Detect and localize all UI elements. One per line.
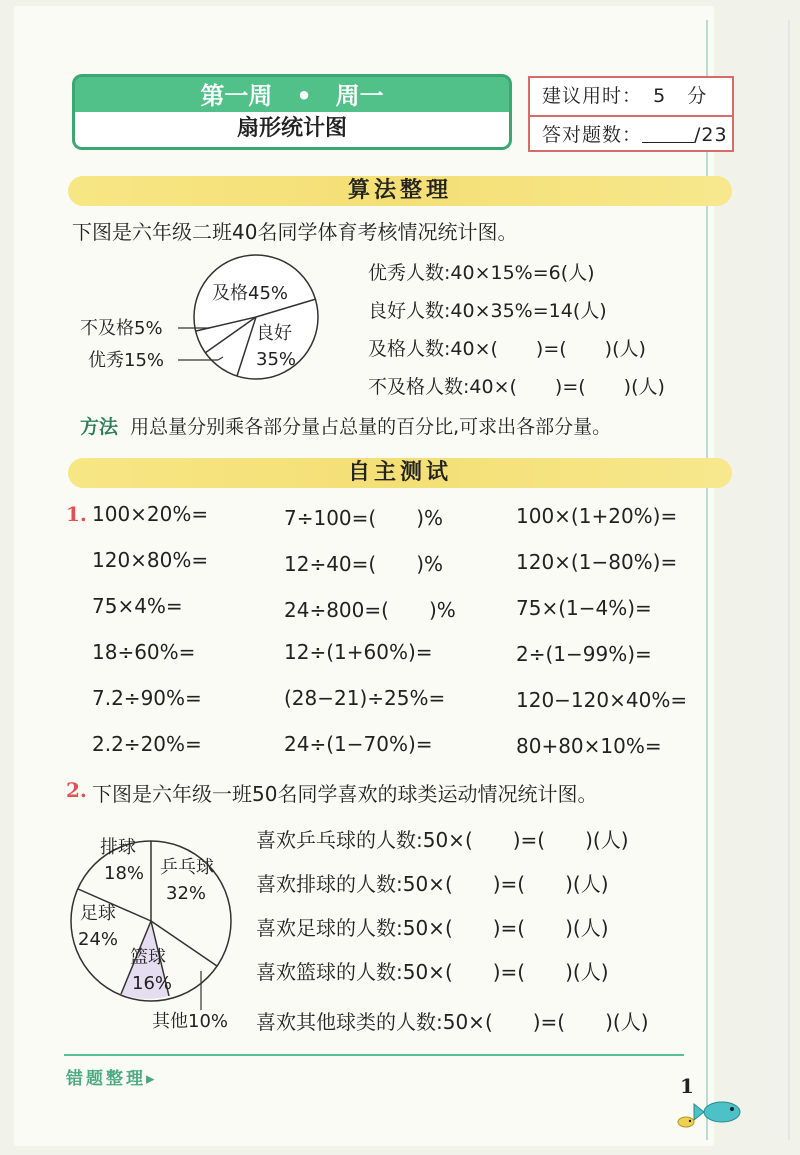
- section-banner-algorithm: 算法整理: [68, 176, 732, 206]
- page-edge-line-right: [788, 20, 790, 1140]
- q1-cell: 24÷800=( )%: [284, 598, 456, 622]
- q1-cell: 18÷60%=: [92, 640, 196, 664]
- section1-intro: 下图是六年级二班40名同学体育考核情况统计图。: [72, 220, 518, 244]
- footer-divider: [64, 1054, 684, 1056]
- pie-label-good-name: 良好: [256, 323, 292, 344]
- q1-cell: 2.2÷20%=: [92, 732, 202, 756]
- q1-cell: 7.2÷90%=: [92, 686, 202, 710]
- score-label: 答对题数：: [542, 124, 643, 146]
- pie-label-pingpong-name: 乒乓球: [160, 857, 214, 878]
- pie-label-football-pct: 24%: [78, 929, 119, 950]
- pie-label-volleyball-pct: 18%: [104, 863, 145, 884]
- q1-cell: 100×20%=: [92, 502, 209, 526]
- q1-cell: 7÷100=( )%: [284, 506, 444, 530]
- calc-line-fail: 不及格人数:40×( )=( )(人): [368, 376, 665, 398]
- page-number: 1: [680, 1074, 694, 1098]
- pie-label-other: 其他10%: [152, 1011, 229, 1032]
- pie-label-fail: 不及格5%: [80, 318, 163, 339]
- q1-cell: 80+80×10%=: [516, 734, 662, 758]
- q1-cell: 75×4%=: [92, 594, 183, 618]
- time-row: [530, 78, 732, 115]
- method-text: 用总量分别乘各部分量占总量的百分比,可求出各部分量。: [130, 416, 612, 438]
- score-total: /23: [694, 124, 728, 146]
- q2-line-football: 喜欢足球的人数:50×( )=( )(人): [256, 916, 609, 940]
- q1-cell: 120×80%=: [92, 548, 209, 572]
- q1-cell: 24÷(1−70%)=: [284, 732, 433, 756]
- q2-line-volleyball: 喜欢排球的人数:50×( )=( )(人): [256, 872, 609, 896]
- q1-cell: 100×(1+20%)=: [516, 504, 678, 528]
- pie-label-good-pct: 35%: [256, 349, 297, 370]
- q1-cell: 2÷(1−99%)=: [516, 642, 652, 666]
- question-1-number: 1.: [66, 502, 87, 526]
- pie-label-excellent: 优秀15%: [88, 350, 165, 371]
- footer-error-review: 错题整理▸: [66, 1069, 158, 1089]
- score-row: [530, 115, 732, 154]
- week-day-title: 第一周 • 周一: [72, 74, 512, 112]
- q2-line-other: 喜欢其他球类的人数:50×( )=( )(人): [256, 1010, 649, 1034]
- q1-cell: 75×(1−4%)=: [516, 596, 652, 620]
- pie-label-volleyball-name: 排球: [100, 837, 136, 858]
- q1-cell: 120−120×40%=: [516, 688, 688, 712]
- question-2-text: 下图是六年级一班50名同学喜欢的球类运动情况统计图。: [92, 782, 598, 806]
- pie-label-basketball-pct: 16%: [132, 973, 173, 994]
- q1-cell: 12÷40=( )%: [284, 552, 444, 576]
- time-unit: 分: [687, 85, 708, 107]
- question-2-number: 2.: [66, 778, 87, 802]
- q2-line-pingpong: 喜欢乒乓球的人数:50×( )=( )(人): [256, 828, 629, 852]
- time-label: 建议用时：: [542, 85, 643, 107]
- score-blank[interactable]: [642, 120, 694, 143]
- q1-cell: (28−21)÷25%=: [284, 686, 446, 710]
- method-label: 方法: [80, 416, 119, 438]
- pie-label-pass: 及格45%: [212, 283, 289, 304]
- pie-label-pingpong-pct: 32%: [166, 883, 207, 904]
- q1-cell: 120×(1−80%)=: [516, 550, 678, 574]
- fish-decoration-icon: [670, 1096, 760, 1130]
- section-banner-self-test: 自主测试: [68, 458, 732, 488]
- info-box: [528, 76, 734, 152]
- calc-line-good: 良好人数:40×35%=14(人): [368, 300, 607, 322]
- time-value: 5: [653, 85, 667, 107]
- q2-line-basketball: 喜欢篮球的人数:50×( )=( )(人): [256, 960, 609, 984]
- calc-line-pass: 及格人数:40×( )=( )(人): [368, 338, 646, 360]
- q1-cell: 12÷(1+60%)=: [284, 640, 433, 664]
- pie-label-basketball-name: 篮球: [130, 947, 166, 968]
- pie-label-football-name: 足球: [80, 903, 116, 924]
- calc-line-excellent: 优秀人数:40×15%=6(人): [368, 262, 595, 284]
- method-note: [80, 412, 611, 439]
- topic-title: 扇形统计图: [72, 112, 512, 150]
